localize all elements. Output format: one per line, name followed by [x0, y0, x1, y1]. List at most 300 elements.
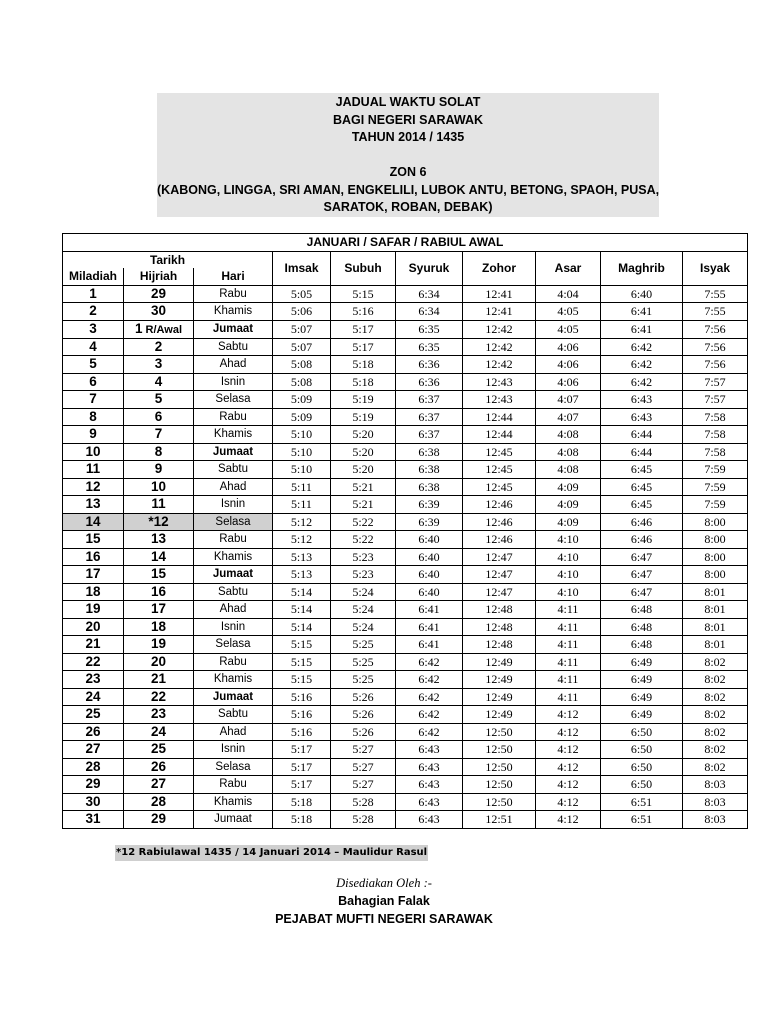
subuh-cell: 5:20 [331, 461, 396, 479]
maghrib-cell: 6:49 [601, 706, 683, 724]
syuruk-cell: 6:41 [396, 601, 463, 619]
subuh-cell: 5:25 [331, 636, 396, 654]
maghrib-header: Maghrib [601, 251, 683, 285]
hijriah-day: 4 [154, 373, 163, 389]
hijriah-cell [124, 653, 194, 671]
table-row [63, 285, 748, 303]
zohor-cell: 12:45 [463, 461, 536, 479]
hari-cell: Khamis [194, 548, 273, 566]
isyak-cell: 8:02 [683, 653, 748, 671]
isyak-cell: 7:57 [683, 391, 748, 409]
zohor-cell: 12:50 [463, 741, 536, 759]
miladiah-cell: 5 [63, 356, 124, 374]
subuh-cell: 5:27 [331, 741, 396, 759]
zohor-cell: 12:43 [463, 391, 536, 409]
subuh-cell: 5:27 [331, 758, 396, 776]
miladiah-cell: 28 [63, 758, 124, 776]
hari-cell: Ahad [194, 356, 273, 374]
hijriah-cell [124, 496, 194, 514]
hijriah-cell [124, 671, 194, 689]
asar-cell: 4:10 [536, 548, 601, 566]
title-line-3: TAHUN 2014 / 1435 [351, 130, 465, 144]
isyak-cell: 7:59 [683, 478, 748, 496]
maghrib-cell: 6:41 [601, 320, 683, 338]
zohor-cell: 12:44 [463, 426, 536, 444]
imsak-cell: 5:07 [273, 320, 331, 338]
zohor-cell: 12:46 [463, 496, 536, 514]
asar-cell: 4:04 [536, 285, 601, 303]
hijriah-cell [124, 408, 194, 426]
syuruk-cell: 6:37 [396, 426, 463, 444]
isyak-cell: 8:00 [683, 548, 748, 566]
imsak-cell: 5:11 [273, 496, 331, 514]
syuruk-cell: 6:39 [396, 496, 463, 514]
subuh-cell: 5:26 [331, 706, 396, 724]
table-row [63, 303, 748, 321]
zohor-cell: 12:49 [463, 671, 536, 689]
table-row [63, 496, 748, 514]
zohor-cell: 12:50 [463, 793, 536, 811]
isyak-header: Isyak [683, 251, 748, 285]
isyak-cell: 8:02 [683, 671, 748, 689]
asar-cell: 4:12 [536, 741, 601, 759]
zohor-cell: 12:45 [463, 443, 536, 461]
miladiah-cell: 14 [63, 513, 124, 531]
hijriah-cell [124, 601, 194, 619]
hijriah-cell [124, 688, 194, 706]
subuh-header: Subuh [331, 251, 396, 285]
asar-cell: 4:10 [536, 531, 601, 549]
table-row [63, 373, 748, 391]
miladiah-cell: 17 [63, 566, 124, 584]
miladiah-cell: 29 [63, 776, 124, 794]
hijriah-cell [124, 461, 194, 479]
imsak-cell: 5:12 [273, 513, 331, 531]
footnote-maulidur-rasul: *12 Rabiulawal 1435 / 14 Januari 2014 – Maulidur Rasul [115, 845, 428, 861]
miladiah-cell: 12 [63, 478, 124, 496]
asar-cell: 4:11 [536, 671, 601, 689]
isyak-cell: 7:58 [683, 426, 748, 444]
subuh-cell: 5:22 [331, 513, 396, 531]
hijriah-day: *12 [148, 513, 169, 529]
imsak-cell: 5:13 [273, 548, 331, 566]
syuruk-cell: 6:43 [396, 758, 463, 776]
hijriah-day: 10 [150, 478, 167, 494]
table-row [63, 723, 748, 741]
hijriah-day: 23 [150, 706, 167, 722]
hijriah-cell [124, 303, 194, 321]
isyak-cell: 8:02 [683, 758, 748, 776]
subuh-cell: 5:25 [331, 671, 396, 689]
isyak-cell: 7:55 [683, 285, 748, 303]
subuh-cell: 5:26 [331, 688, 396, 706]
table-row [63, 793, 748, 811]
miladiah-cell: 3 [63, 320, 124, 338]
zohor-cell: 12:44 [463, 408, 536, 426]
zohor-cell: 12:42 [463, 320, 536, 338]
table-row [63, 706, 748, 724]
maghrib-cell: 6:45 [601, 461, 683, 479]
miladiah-cell: 11 [63, 461, 124, 479]
table-row [63, 688, 748, 706]
hari-cell: Ahad [194, 601, 273, 619]
hijriah-cell [124, 618, 194, 636]
hari-cell: Sabtu [194, 706, 273, 724]
table-row [63, 531, 748, 549]
imsak-cell: 5:10 [273, 461, 331, 479]
hari-cell: Ahad [194, 478, 273, 496]
miladiah-cell: 22 [63, 653, 124, 671]
asar-cell: 4:10 [536, 566, 601, 584]
zohor-cell: 12:48 [463, 618, 536, 636]
subuh-cell: 5:21 [331, 478, 396, 496]
maghrib-cell: 6:51 [601, 793, 683, 811]
title-line-2: BAGI NEGERI SARAWAK [332, 112, 483, 127]
imsak-cell: 5:13 [273, 566, 331, 584]
maghrib-cell: 6:50 [601, 723, 683, 741]
asar-cell: 4:11 [536, 636, 601, 654]
isyak-cell: 8:03 [683, 811, 748, 829]
hijriah-day: 9 [154, 461, 163, 477]
hijriah-cell [124, 338, 194, 356]
maghrib-cell: 6:51 [601, 811, 683, 829]
hari-cell: Selasa [194, 758, 273, 776]
table-row [63, 461, 748, 479]
zohor-cell: 12:48 [463, 601, 536, 619]
miladiah-cell: 19 [63, 601, 124, 619]
zohor-cell: 12:47 [463, 583, 536, 601]
isyak-cell: 7:57 [683, 373, 748, 391]
miladiah-cell: 23 [63, 671, 124, 689]
hijriah-cell [124, 811, 194, 829]
hijriah-day: 27 [150, 776, 167, 792]
hijriah-cell [124, 443, 194, 461]
syuruk-cell: 6:34 [396, 285, 463, 303]
table-row [63, 636, 748, 654]
zohor-cell: 12:51 [463, 811, 536, 829]
hari-cell: Selasa [194, 513, 273, 531]
hari-cell: Selasa [194, 636, 273, 654]
zohor-cell: 12:49 [463, 688, 536, 706]
miladiah-cell: 20 [63, 618, 124, 636]
miladiah-cell: 15 [63, 531, 124, 549]
hari-cell: Jumaat [194, 320, 273, 338]
table-row [63, 758, 748, 776]
isyak-cell: 7:56 [683, 338, 748, 356]
asar-cell: 4:05 [536, 320, 601, 338]
hari-cell: Rabu [194, 776, 273, 794]
subuh-cell: 5:24 [331, 601, 396, 619]
zohor-cell: 12:41 [463, 303, 536, 321]
imsak-cell: 5:11 [273, 478, 331, 496]
hijriah-day: 3 [154, 356, 163, 372]
subuh-cell: 5:20 [331, 443, 396, 461]
hari-cell: Khamis [194, 303, 273, 321]
tarikh-header: Tarikh [63, 251, 273, 268]
maghrib-cell: 6:43 [601, 408, 683, 426]
table-row [63, 776, 748, 794]
hari-cell: Sabtu [194, 338, 273, 356]
table-row [63, 391, 748, 409]
isyak-cell: 7:59 [683, 496, 748, 514]
hijriah-day: 15 [150, 566, 167, 582]
isyak-cell: 7:55 [683, 303, 748, 321]
zohor-cell: 12:47 [463, 566, 536, 584]
syuruk-cell: 6:42 [396, 671, 463, 689]
hijriah-day: 18 [150, 618, 167, 634]
hijriah-day: 14 [150, 548, 167, 564]
miladiah-cell: 8 [63, 408, 124, 426]
syuruk-cell: 6:42 [396, 653, 463, 671]
isyak-cell: 8:03 [683, 776, 748, 794]
zone-areas-line-2: SARATOK, ROBAN, DEBAK) [323, 200, 493, 214]
miladiah-cell: 16 [63, 548, 124, 566]
syuruk-cell: 6:38 [396, 443, 463, 461]
miladiah-cell: 9 [63, 426, 124, 444]
subuh-cell: 5:19 [331, 391, 396, 409]
hijriah-header: Hijriah [124, 268, 194, 285]
subuh-cell: 5:24 [331, 583, 396, 601]
maghrib-cell: 6:40 [601, 285, 683, 303]
imsak-cell: 5:15 [273, 653, 331, 671]
syuruk-cell: 6:35 [396, 338, 463, 356]
hari-cell: Jumaat [194, 443, 273, 461]
asar-cell: 4:11 [536, 601, 601, 619]
maghrib-cell: 6:44 [601, 426, 683, 444]
hijriah-day: 20 [150, 653, 167, 669]
asar-cell: 4:06 [536, 373, 601, 391]
hijriah-cell [124, 285, 194, 303]
hijriah-day: 8 [154, 443, 163, 459]
isyak-cell: 7:56 [683, 320, 748, 338]
hari-header: Hari [194, 268, 273, 285]
imsak-cell: 5:06 [273, 303, 331, 321]
hijriah-day: 22 [150, 688, 167, 704]
subuh-cell: 5:23 [331, 566, 396, 584]
zone-label: ZON 6 [389, 165, 427, 179]
asar-cell: 4:11 [536, 618, 601, 636]
table-row [63, 338, 748, 356]
isyak-cell: 8:02 [683, 706, 748, 724]
subuh-cell: 5:27 [331, 776, 396, 794]
hari-cell: Sabtu [194, 461, 273, 479]
hari-cell: Isnin [194, 741, 273, 759]
hijriah-cell [124, 741, 194, 759]
imsak-cell: 5:14 [273, 583, 331, 601]
hari-cell: Selasa [194, 391, 273, 409]
hijriah-cell [124, 776, 194, 794]
syuruk-cell: 6:40 [396, 531, 463, 549]
isyak-cell: 8:02 [683, 688, 748, 706]
zohor-cell: 12:46 [463, 531, 536, 549]
hari-cell: Isnin [194, 618, 273, 636]
hijriah-cell [124, 793, 194, 811]
syuruk-cell: 6:36 [396, 373, 463, 391]
zohor-cell: 12:41 [463, 285, 536, 303]
miladiah-cell: 6 [63, 373, 124, 391]
zohor-cell: 12:47 [463, 548, 536, 566]
table-row [63, 356, 748, 374]
syuruk-cell: 6:41 [396, 636, 463, 654]
miladiah-cell: 25 [63, 706, 124, 724]
miladiah-header: Miladiah [63, 268, 124, 285]
miladiah-cell: 13 [63, 496, 124, 514]
maghrib-cell: 6:48 [601, 618, 683, 636]
hari-cell: Isnin [194, 373, 273, 391]
isyak-cell: 8:00 [683, 566, 748, 584]
hijriah-day: 21 [150, 671, 167, 687]
syuruk-header: Syuruk [396, 251, 463, 285]
hijriah-cell [124, 583, 194, 601]
asar-cell: 4:09 [536, 478, 601, 496]
maghrib-cell: 6:49 [601, 653, 683, 671]
maghrib-cell: 6:47 [601, 583, 683, 601]
asar-cell: 4:11 [536, 688, 601, 706]
hijriah-cell [124, 758, 194, 776]
isyak-cell: 7:56 [683, 356, 748, 374]
isyak-cell: 8:00 [683, 531, 748, 549]
subuh-cell: 5:22 [331, 531, 396, 549]
zohor-cell: 12:50 [463, 776, 536, 794]
hijriah-day: 25 [150, 741, 167, 757]
hijriah-day: 17 [150, 601, 167, 617]
table-row [63, 583, 748, 601]
hari-cell: Jumaat [194, 566, 273, 584]
month-header: JANUARI / SAFAR / RABIUL AWAL [63, 234, 748, 252]
syuruk-cell: 6:43 [396, 741, 463, 759]
hijriah-cell [124, 478, 194, 496]
imsak-cell: 5:08 [273, 373, 331, 391]
table-row [63, 426, 748, 444]
asar-header: Asar [536, 251, 601, 285]
hijriah-cell [124, 426, 194, 444]
zohor-cell: 12:49 [463, 706, 536, 724]
asar-cell: 4:06 [536, 356, 601, 374]
zone-areas-line-1: (KABONG, LINGGA, SRI AMAN, ENGKELILI, LUBOK ANTU, BETONG, SPAOH, PUSA, [157, 182, 660, 197]
imsak-cell: 5:17 [273, 758, 331, 776]
isyak-cell: 7:58 [683, 443, 748, 461]
subuh-cell: 5:17 [331, 320, 396, 338]
table-row [63, 601, 748, 619]
syuruk-cell: 6:42 [396, 723, 463, 741]
hijriah-cell [124, 566, 194, 584]
hijriah-cell [124, 356, 194, 374]
asar-cell: 4:12 [536, 723, 601, 741]
maghrib-cell: 6:50 [601, 758, 683, 776]
subuh-cell: 5:28 [331, 811, 396, 829]
zohor-cell: 12:43 [463, 373, 536, 391]
asar-cell: 4:08 [536, 461, 601, 479]
office-name: PEJABAT MUFTI NEGERI SARAWAK [275, 912, 493, 926]
syuruk-cell: 6:37 [396, 408, 463, 426]
hijriah-cell [124, 373, 194, 391]
syuruk-cell: 6:37 [396, 391, 463, 409]
maghrib-cell: 6:45 [601, 496, 683, 514]
imsak-cell: 5:15 [273, 671, 331, 689]
maghrib-cell: 6:42 [601, 356, 683, 374]
hijriah-day: 29 [150, 811, 167, 827]
zohor-cell: 12:46 [463, 513, 536, 531]
hijriah-day: 30 [150, 303, 167, 319]
miladiah-cell: 26 [63, 723, 124, 741]
hijriah-cell [124, 320, 194, 338]
asar-cell: 4:09 [536, 496, 601, 514]
asar-cell: 4:10 [536, 583, 601, 601]
prayer-times-table [62, 233, 748, 829]
zohor-cell: 12:42 [463, 338, 536, 356]
miladiah-cell: 4 [63, 338, 124, 356]
hari-cell: Ahad [194, 723, 273, 741]
hijriah-day: 11 [151, 496, 166, 512]
zohor-cell: 12:50 [463, 758, 536, 776]
syuruk-cell: 6:42 [396, 706, 463, 724]
asar-cell: 4:12 [536, 776, 601, 794]
table-row [63, 478, 748, 496]
hijriah-day: 5 [154, 391, 163, 407]
hijriah-day: 2 [154, 338, 163, 354]
table-row [63, 548, 748, 566]
table-row [63, 653, 748, 671]
isyak-cell: 7:59 [683, 461, 748, 479]
subuh-cell: 5:18 [331, 373, 396, 391]
isyak-cell: 8:03 [683, 793, 748, 811]
isyak-cell: 8:01 [683, 618, 748, 636]
zohor-cell: 12:48 [463, 636, 536, 654]
asar-cell: 4:12 [536, 793, 601, 811]
syuruk-cell: 6:36 [396, 356, 463, 374]
imsak-cell: 5:17 [273, 741, 331, 759]
subuh-cell: 5:25 [331, 653, 396, 671]
table-row [63, 443, 748, 461]
zohor-header: Zohor [463, 251, 536, 285]
hari-cell: Rabu [194, 531, 273, 549]
hari-cell: Rabu [194, 408, 273, 426]
miladiah-cell: 7 [63, 391, 124, 409]
table-row [63, 566, 748, 584]
maghrib-cell: 6:41 [601, 303, 683, 321]
asar-cell: 4:07 [536, 408, 601, 426]
syuruk-cell: 6:41 [396, 618, 463, 636]
miladiah-cell: 18 [63, 583, 124, 601]
syuruk-cell: 6:40 [396, 548, 463, 566]
syuruk-cell: 6:38 [396, 461, 463, 479]
imsak-cell: 5:09 [273, 391, 331, 409]
isyak-cell: 8:01 [683, 583, 748, 601]
maghrib-cell: 6:49 [601, 671, 683, 689]
hijriah-day: 29 [150, 285, 167, 301]
imsak-cell: 5:16 [273, 688, 331, 706]
isyak-cell: 8:01 [683, 636, 748, 654]
hijriah-day: 13 [150, 531, 167, 547]
asar-cell: 4:06 [536, 338, 601, 356]
miladiah-cell: 27 [63, 741, 124, 759]
maghrib-cell: 6:47 [601, 566, 683, 584]
subuh-cell: 5:18 [331, 356, 396, 374]
syuruk-cell: 6:43 [396, 776, 463, 794]
asar-cell: 4:11 [536, 653, 601, 671]
isyak-cell: 7:58 [683, 408, 748, 426]
title-line-1: JADUAL WAKTU SOLAT [335, 95, 481, 109]
subuh-cell: 5:16 [331, 303, 396, 321]
maghrib-cell: 6:50 [601, 741, 683, 759]
subuh-cell: 5:26 [331, 723, 396, 741]
subuh-cell: 5:17 [331, 338, 396, 356]
imsak-cell: 5:16 [273, 706, 331, 724]
hijriah-cell [124, 723, 194, 741]
hari-cell: Khamis [194, 426, 273, 444]
subuh-cell: 5:20 [331, 426, 396, 444]
hari-cell: Isnin [194, 496, 273, 514]
